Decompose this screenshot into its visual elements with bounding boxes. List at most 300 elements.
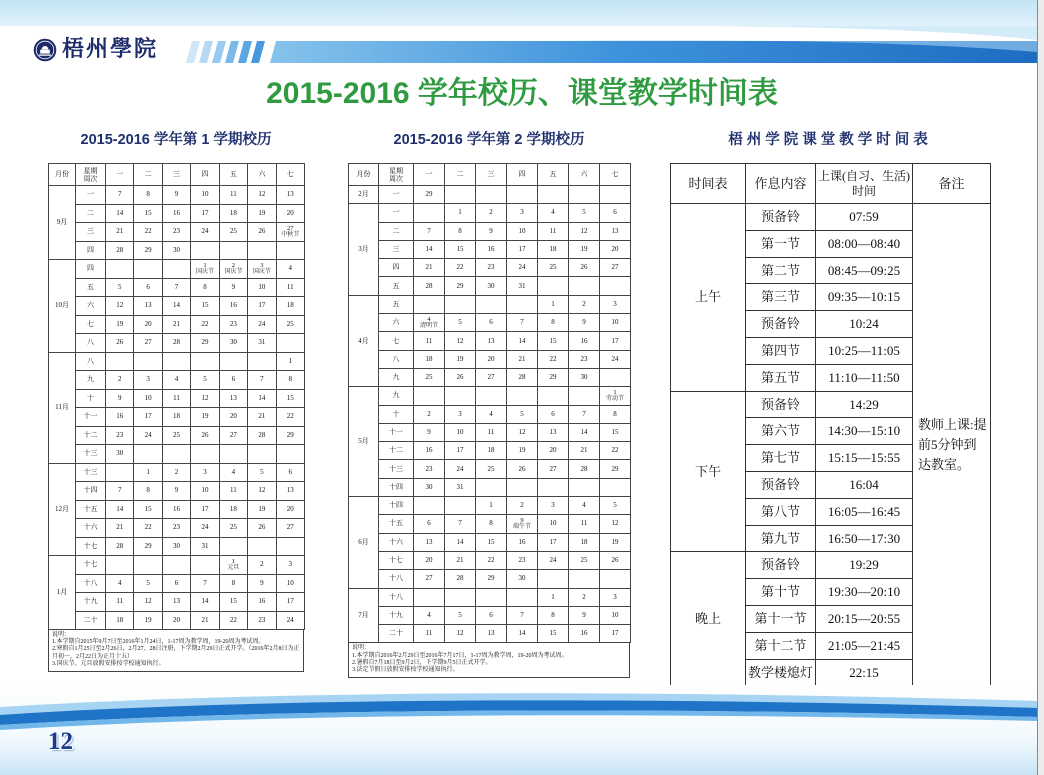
date-cell: 6 [219,371,247,390]
date-cell: 9 [162,482,190,501]
date-cell: 21 [569,442,600,460]
date-cell: 14 [191,593,219,612]
semester-1-calendar [48,163,304,672]
weekday-label-header: 星期 [83,166,98,175]
date-cell: 8 [219,574,247,593]
date-cell: 25 [569,551,600,569]
date-cell: 17 [134,408,162,427]
date-cell: 2 [507,497,538,515]
weekday-label-header: 星期 [389,166,403,175]
date-cell [162,260,190,279]
date-cell: 2 [414,405,445,423]
calendar-week-row [49,297,305,316]
date-cell: 21 [445,551,476,569]
date-cell: 7 [106,482,134,501]
week-number-label-header: 周次 [389,174,403,183]
activity-cell: 第十二节 [746,632,816,659]
weekday-header: 一 [414,164,445,186]
time-cell: 16:05—16:45 [816,498,913,525]
date-cell: 13 [162,593,190,612]
month-cell: 12月 [49,463,76,556]
calendar-week-row [49,260,305,279]
week-number-cell: 十二 [379,442,414,460]
calendar-week-row [349,405,631,423]
week-number-cell: 七 [76,315,106,334]
calendar-week-row [349,186,631,204]
date-cell: 13 [219,389,247,408]
date-cell: 5 [569,204,600,222]
date-cell: 14 [507,332,538,350]
activity-cell: 预备铃 [746,552,816,579]
calendar-week-row [49,371,305,390]
calendar-week-row [49,556,305,575]
date-cell: 26 [248,223,276,242]
date-cell: 27 [276,519,304,538]
month-column-header: 月份 [349,164,379,186]
date-cell: 22 [445,259,476,277]
date-cell: 2 [162,463,190,482]
activity-cell: 预备铃 [746,204,816,231]
date-cell: 15 [476,533,507,551]
month-cell: 10月 [49,260,76,353]
calendar-week-row [49,445,305,464]
weekday-header: 六 [248,164,276,186]
date-cell [507,186,538,204]
time-cell: 08:45—09:25 [816,257,913,284]
remark-cell: 教师上课:提前5分钟到达教室。 [913,204,991,686]
date-cell: 14 [162,297,190,316]
date-number: 1 [613,388,617,396]
activity-cell: 第十节 [746,579,816,606]
class-timetable [670,163,990,686]
date-cell [191,352,219,371]
week-number-cell: 二 [76,204,106,223]
calendar-week-row [49,315,305,334]
week-number-cell: 八 [76,334,106,353]
header-stripe [251,41,265,63]
calendar-header-row [49,164,305,186]
month-cell: 4月 [349,295,379,386]
semester-2-notes [348,643,630,678]
activity-cell: 第六节 [746,418,816,445]
date-cell: 14 [106,204,134,223]
date-cell: 20 [600,240,631,258]
date-cell: 2 [569,295,600,313]
date-cell: 23 [162,223,190,242]
date-cell: 18 [162,408,190,427]
week-number-cell: 一 [379,186,414,204]
date-cell: 7 [162,278,190,297]
date-cell: 28 [445,570,476,588]
semester-1-heading: 2015-2016 学年第 1 学期校历 [80,132,272,148]
week-number-cell: 九 [76,371,106,390]
date-cell: 23 [414,460,445,478]
date-cell: 26 [507,460,538,478]
date-cell: 29 [538,368,569,386]
date-cell: 8 [276,371,304,390]
calendar-week-row [49,278,305,297]
date-cell: 12 [248,482,276,501]
date-cell: 9 [106,389,134,408]
week-number-label-header: 周次 [83,174,98,183]
date-cell: 30 [162,241,190,260]
calendar-week-row [49,186,305,205]
date-cell: 17 [248,297,276,316]
date-cell [445,295,476,313]
calendar-week-row [349,478,631,496]
date-cell: 5 [445,606,476,624]
date-cell: 26 [600,551,631,569]
time-cell: 09:35—10:15 [816,284,913,311]
semester-2-heading: 2015-2016 学年第 2 学期校历 [393,132,585,148]
month-cell: 3月 [349,204,379,295]
header-top-band [0,0,1044,26]
date-cell: 13 [476,332,507,350]
holiday-name: 国庆节 [224,268,243,275]
weekday-header: 二 [134,164,162,186]
date-cell: 15 [538,625,569,643]
school-emblem-icon [33,38,57,62]
date-cell: 12 [106,297,134,316]
header-stripe [212,41,226,63]
date-cell: 30 [106,445,134,464]
date-cell: 28 [507,368,538,386]
week-number-cell: 十五 [379,515,414,533]
date-cell: 18 [219,204,247,223]
week-number-cell: 四 [76,241,106,260]
activity-cell: 教学楼熄灯 [746,659,816,686]
date-cell: 1 [445,204,476,222]
date-cell [445,387,476,405]
date-cell: 21 [106,519,134,538]
date-cell: 27 [219,426,247,445]
date-cell: 16 [219,297,247,316]
semester-2-calendar-table [348,163,631,643]
date-cell: 25 [276,315,304,334]
date-cell: 4 [476,405,507,423]
header-stripe [225,41,239,63]
date-number: 4 [427,315,431,323]
date-cell: 29 [600,460,631,478]
date-cell: 22 [134,519,162,538]
date-cell [134,260,162,279]
weekday-header: 七 [276,164,304,186]
date-cell: 11 [414,332,445,350]
date-number: 2 [231,261,236,269]
date-cell: 17 [276,593,304,612]
date-cell: 22 [219,611,247,630]
weekday-header: 四 [191,164,219,186]
calendar-week-row [49,241,305,260]
date-cell: 15 [134,500,162,519]
date-cell [600,368,631,386]
date-cell: 5 [134,574,162,593]
date-cell [162,445,190,464]
date-cell: 19 [248,204,276,223]
date-cell [476,295,507,313]
time-period-cell: 晚上 [671,552,746,686]
date-cell: 23 [219,315,247,334]
month-cell: 5月 [349,387,379,497]
week-number-cell: 十四 [379,478,414,496]
date-cell: 16 [106,408,134,427]
date-cell: 18 [106,611,134,630]
date-cell: 8 [445,222,476,240]
page-title: 2015-2016 学年校历、课堂教学时间表 [266,77,778,110]
date-cell [538,277,569,295]
date-cell: 20 [538,442,569,460]
date-cell: 15 [600,423,631,441]
date-cell: 18 [569,533,600,551]
date-cell: 28 [106,241,134,260]
week-number-cell: 十八 [379,588,414,606]
date-cell: 15 [445,240,476,258]
date-cell: 7 [414,222,445,240]
date-cell: 28 [414,277,445,295]
time-cell: 14:29 [816,391,913,418]
date-cell [219,445,247,464]
header-stripe [186,41,200,63]
activity-column-header: 作息内容 [746,164,816,204]
date-cell: 8 [134,186,162,205]
date-cell: 6 [476,606,507,624]
week-number-cell: 十六 [379,533,414,551]
date-cell [219,241,247,260]
time-header-line-2: 时间 [851,183,876,198]
page-number: 12 [48,728,73,755]
date-cell: 24 [134,426,162,445]
date-cell: 14 [106,500,134,519]
date-cell [569,478,600,496]
week-number-cell: 三 [76,223,106,242]
week-number-cell: 六 [379,314,414,332]
date-cell: 1 [276,352,304,371]
date-cell: 3 [191,463,219,482]
date-cell: 2 [569,588,600,606]
date-cell [507,387,538,405]
date-cell: 21 [191,611,219,630]
date-cell: 25 [414,368,445,386]
date-cell: 22 [600,442,631,460]
calendar-week-row [349,551,631,569]
date-cell: 9 [248,574,276,593]
date-cell: 30 [507,570,538,588]
date-cell: 6 [162,574,190,593]
date-cell: 19 [507,442,538,460]
date-cell: 27 [134,334,162,353]
activity-cell: 第九节 [746,525,816,552]
date-cell [162,556,190,575]
note-item: 3.国庆节、元旦放假安排按学校通知执行。 [52,660,165,667]
date-cell [248,241,276,260]
time-cell: 11:10—11:50 [816,364,913,391]
calendar-week-row [49,334,305,353]
date-cell: 2 [476,204,507,222]
date-cell: 12 [445,332,476,350]
date-cell: 9 [162,186,190,205]
date-cell: 23 [507,551,538,569]
holiday-date-cell [219,556,247,575]
date-cell: 3 [507,204,538,222]
schedule-row [671,204,991,231]
date-cell: 15 [276,389,304,408]
holiday-name: 国庆节 [195,268,214,275]
date-cell: 7 [445,515,476,533]
date-cell: 20 [276,500,304,519]
holiday-name: 劳动节 [605,395,624,402]
date-number: 1 [231,557,236,565]
date-cell: 20 [134,315,162,334]
date-cell [476,186,507,204]
calendar-week-row [349,350,631,368]
date-cell: 15 [191,297,219,316]
date-cell: 13 [414,533,445,551]
date-cell: 21 [162,315,190,334]
note-item: 3.法定节假日放假安排按学校通知执行。 [352,667,459,674]
date-cell: 3 [538,497,569,515]
date-cell [507,295,538,313]
week-number-cell: 二 [379,222,414,240]
date-cell: 20 [162,611,190,630]
date-cell: 29 [134,241,162,260]
date-cell [538,387,569,405]
week-number-cell: 八 [76,352,106,371]
date-cell [106,260,134,279]
timetable-heading: 梧州学院课堂教学时间表 [728,132,932,148]
date-cell: 5 [507,405,538,423]
date-cell [106,556,134,575]
date-cell: 17 [191,204,219,223]
date-cell: 24 [600,350,631,368]
week-column-header [76,164,106,186]
date-cell: 4 [569,497,600,515]
date-cell: 12 [191,389,219,408]
time-cell: 19:30—20:10 [816,579,913,606]
calendar-week-row [349,240,631,258]
weekday-header: 一 [106,164,134,186]
date-cell [191,445,219,464]
calendar-week-row [349,259,631,277]
date-cell: 21 [248,408,276,427]
date-cell [248,445,276,464]
date-cell [414,387,445,405]
date-cell: 31 [445,478,476,496]
date-cell [445,497,476,515]
calendar-week-row [49,426,305,445]
date-cell: 29 [414,186,445,204]
date-cell: 28 [248,426,276,445]
note-item: 1.本学期自2015年9月7日至2016年1月24日，1-17周为教学周，19-20周为考试周。 [52,639,265,646]
header-stripe [199,41,213,63]
date-cell: 22 [276,408,304,427]
weekday-header: 三 [476,164,507,186]
date-cell: 14 [507,625,538,643]
date-cell: 13 [134,297,162,316]
date-cell: 20 [219,408,247,427]
date-cell [445,588,476,606]
date-cell: 22 [476,551,507,569]
week-number-cell: 二十 [379,625,414,643]
date-cell: 11 [569,515,600,533]
holiday-name: 中秋节 [281,231,300,238]
date-cell: 5 [248,463,276,482]
date-cell: 23 [248,611,276,630]
date-cell: 17 [191,500,219,519]
date-cell: 10 [191,482,219,501]
calendar-week-row [349,533,631,551]
date-cell: 10 [600,606,631,624]
activity-cell: 预备铃 [746,311,816,338]
calendar-week-row [49,408,305,427]
date-cell: 4 [414,606,445,624]
date-cell [248,352,276,371]
date-cell: 17 [600,332,631,350]
date-cell: 27 [538,460,569,478]
date-cell: 22 [191,315,219,334]
date-cell: 5 [106,278,134,297]
date-cell: 19 [191,408,219,427]
time-column-header [816,164,913,204]
date-cell: 16 [162,500,190,519]
semester-2-calendar [348,163,630,678]
date-cell: 4 [219,463,247,482]
date-cell: 19 [445,350,476,368]
week-number-cell: 十七 [379,551,414,569]
date-cell [600,570,631,588]
week-number-cell: 十二 [76,426,106,445]
calendar-week-row [349,606,631,624]
holiday-date-cell [600,387,631,405]
date-cell: 30 [476,277,507,295]
date-cell: 16 [162,204,190,223]
week-number-cell: 十九 [76,593,106,612]
calendar-week-row [49,389,305,408]
week-number-cell: 九 [379,368,414,386]
date-cell: 8 [476,515,507,533]
date-cell: 16 [507,533,538,551]
date-cell: 23 [162,519,190,538]
date-cell: 23 [106,426,134,445]
date-cell: 11 [538,222,569,240]
date-cell [134,352,162,371]
date-cell: 18 [276,297,304,316]
time-cell: 21:05—21:45 [816,632,913,659]
date-cell: 18 [476,442,507,460]
weekday-header: 七 [600,164,631,186]
activity-cell: 预备铃 [746,471,816,498]
calendar-week-row [49,574,305,593]
week-number-cell: 九 [379,387,414,405]
date-cell: 17 [600,625,631,643]
date-cell: 11 [414,625,445,643]
calendar-week-row [349,387,631,405]
date-cell: 26 [569,259,600,277]
calendar-week-row [349,204,631,222]
weekday-header: 六 [569,164,600,186]
date-cell: 29 [476,570,507,588]
calendar-week-row [49,537,305,556]
date-cell: 21 [414,259,445,277]
date-cell: 31 [248,334,276,353]
week-number-cell: 一 [379,204,414,222]
date-cell: 20 [414,551,445,569]
note-item: 2.寒假自1月25日至2月26日，2月27、28日注册，下学期2月29日正式开学。（2016年2月8日为正月初一，2月22日为正月十五） [52,646,300,660]
time-cell: 07:59 [816,204,913,231]
date-cell: 31 [191,537,219,556]
date-cell: 2 [106,371,134,390]
notes-title: 说明： [352,645,371,652]
week-number-cell: 二十 [76,611,106,630]
